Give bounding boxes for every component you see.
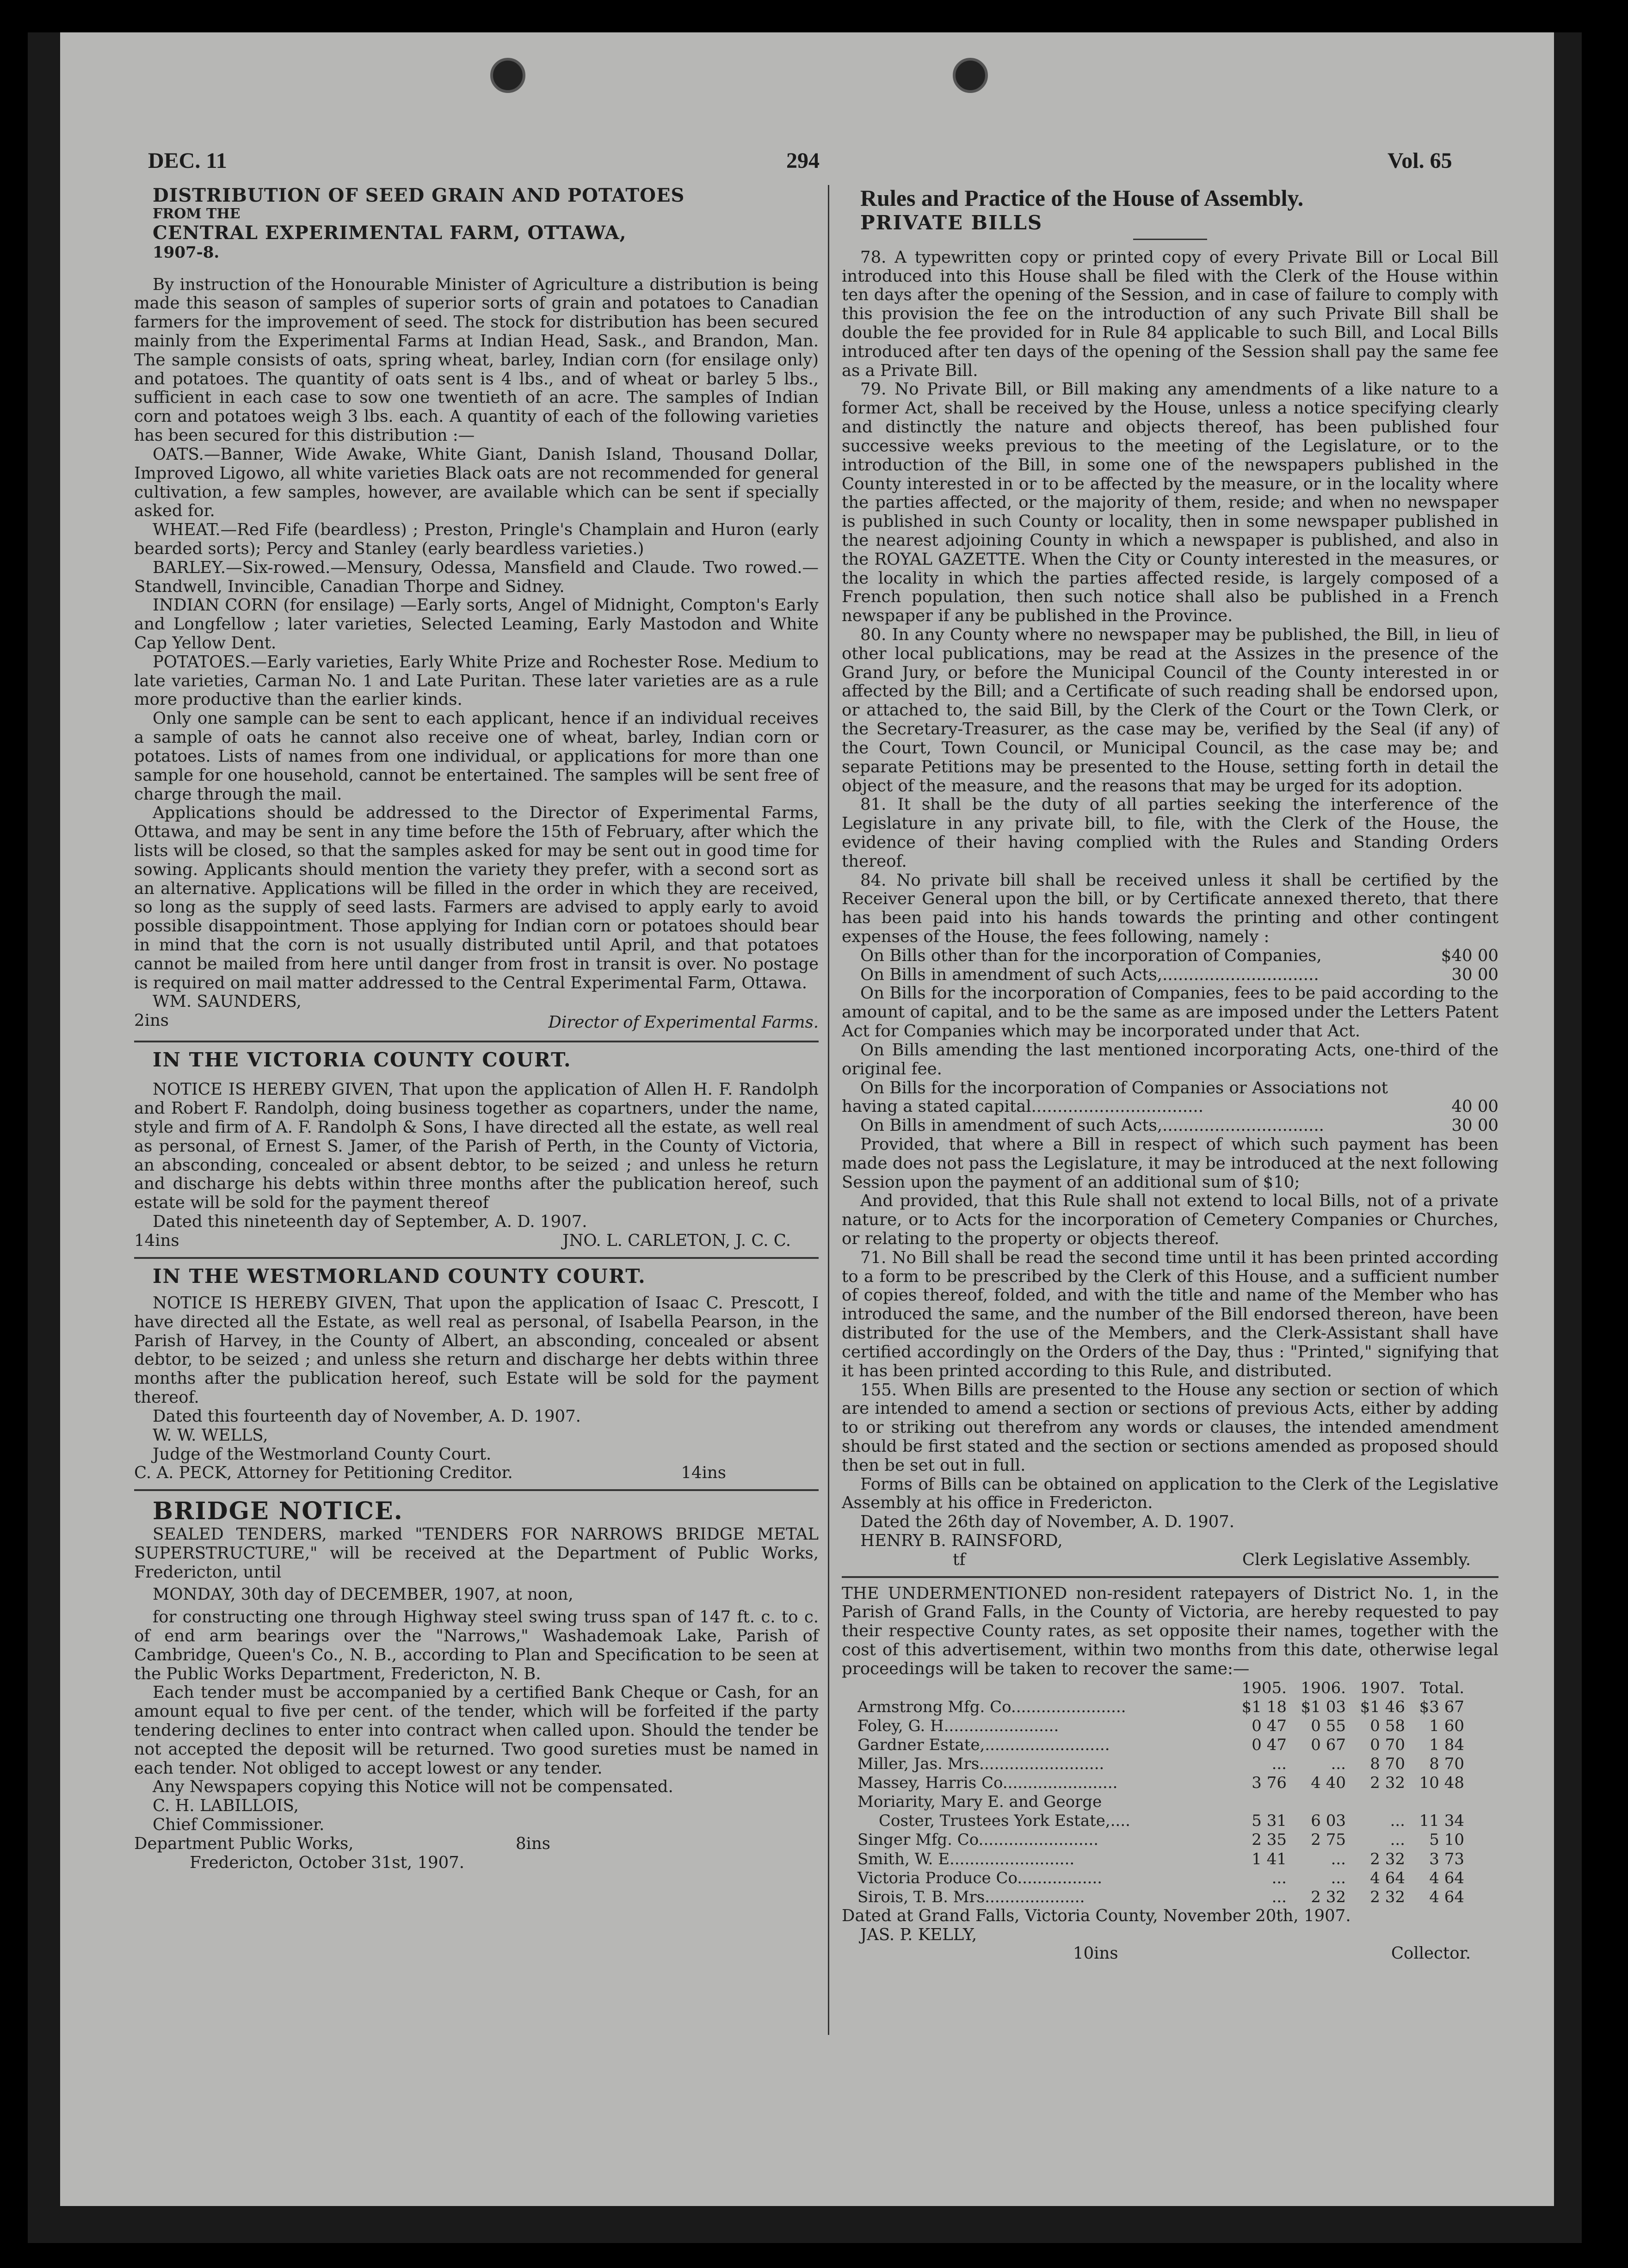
signer-title: Chief Commissioner. — [153, 1815, 325, 1835]
notice-title-farm: CENTRAL EXPERIMENTAL FARM, OTTAWA, — [153, 222, 627, 244]
paragraph: OATS.—Banner, Wide Awake, White Giant, Danish Island, Thousand Dollar, Improved Ligowo, all white varieties Black oats are not recommended for general cultivation, a few samples, however, are available which can be sent if specially asked for. — [134, 444, 819, 521]
header-volume: Vol. 65 — [1388, 148, 1452, 173]
paragraph: 79. No Private Bill, or Bill making any amendments of a like nature to a former Act, shall be received by the House, unless a notice specifying clearly and distinctly the nature and objects thereof, has been published four successive weeks previous to the meeting of the Legislature, or to the introduction of the Bill, in some one of the newspapers published in the County interested in or to be affected by the measure, or in the locality where the parties affected, or the majority of them, reside; and when no newspaper is published in such County or locality, then in some newspaper published in the nearest adjoining County in which a newspaper is published, and also in the ROYAL GAZETTE. When the City or County interested in the measures, or the locality in which the parties affected reside, is largely composed of a French population, then such notice shall also be published in a French newspaper if any be published in the Province. — [842, 380, 1498, 626]
table-cell: ... — [1331, 1755, 1346, 1774]
table-cell: Moriarity, Mary E. and George — [857, 1793, 1102, 1812]
table-cell — [1229, 1793, 1289, 1812]
divider — [842, 1576, 1498, 1578]
table-cell: Armstrong Mfg. Co....................... — [857, 1697, 1126, 1716]
table-cell — [1289, 1793, 1348, 1812]
table-cell: 2 75 — [1311, 1830, 1346, 1849]
header-date: DEC. 11 — [148, 148, 227, 173]
table-row — [856, 1774, 1466, 1793]
dated-line: Dated the 26th day of November, A. D. 1907. — [860, 1512, 1235, 1532]
table-cell: 4 64 — [1429, 1887, 1464, 1906]
table-cell: 0 55 — [1311, 1716, 1346, 1735]
table-cell: $1 18 — [1241, 1697, 1287, 1716]
fee-row — [842, 1079, 1498, 1117]
table-cell: 11 34 — [1419, 1812, 1464, 1830]
table-cell: ... — [1271, 1887, 1287, 1906]
table-cell: ... — [1390, 1830, 1405, 1849]
signer-name: HENRY B. RAINSFORD, — [860, 1531, 1063, 1551]
rules-title: Rules and Practice of the House of Assembly. — [860, 185, 1304, 211]
paragraph: 81. It shall be the duty of all parties seeking the interference of the Legislature in any private bill, to file, with the Clerk of the House, the evidence of their having complied with the Rules and Standing Orders thereof. — [842, 795, 1498, 871]
punch-hole — [490, 58, 525, 93]
table-cell: 0 58 — [1370, 1716, 1405, 1735]
table-cell: 6 03 — [1311, 1812, 1346, 1830]
table-cell: 5 10 — [1429, 1830, 1464, 1849]
place-date-line: Fredericton, October 31st, 1907. — [190, 1853, 465, 1872]
paragraph: 78. A typewritten copy or printed copy of every Private Bill or Local Bill introduced into this House shall be filed with the Clerk of the House within ten days after the opening of the Session, and in case of failure to comply with this provision the fee on the introduction of any such Private Bill shall be double the fee provided for in Rule 84 applicable to such Bill, and Local Bills introduced after ten days of the opening of the Session shall pay the same fee as a Private Bill. — [842, 247, 1498, 380]
insertion-count: 14ins — [681, 1463, 726, 1483]
paragraph: By instruction of the Honourable Minister of Agriculture a distribution is being made this season of samples of superior sorts of grain and potatoes to Canadian farmers for the improvement of seed. The stock for distribution has been secured mainly from the Experimental Farms at Indian Head, Sask., and Brandon, Man. The sample consists of oats, spring wheat, barley, Indian corn (for ensilage only) and potatoes. The quantity of oats sent is 4 lbs., and of wheat or barley 5 lbs., sufficient in each case to sow one twentieth of an acre. The samples of Indian corn and potatoes weigh 3 lbs. each. A quantity of each of the following varieties has been secured for this distribution :— — [134, 275, 819, 445]
table-cell: Victoria Produce Co................. — [857, 1868, 1103, 1887]
table-cell: $1 46 — [1360, 1697, 1405, 1716]
westmorland-court-notice — [134, 1265, 819, 1483]
fee-amount: $40 00 — [1441, 946, 1498, 965]
paragraph: And provided, that this Rule shall not extend to local Bills, not of a private nature, or to Acts for the incorporation of Cemetery Companies or Churches, or relating to the property or objects thereof. — [842, 1191, 1498, 1249]
table-row — [856, 1793, 1466, 1812]
table-cell — [1348, 1793, 1407, 1812]
signer-title: Clerk Legislative Assembly. — [1242, 1550, 1471, 1569]
paragraph: Provided, that where a Bill in respect of which such payment has been made does not pass the Legislature, it may be introduced at the next following Session upon the payment of an additional sum of $10; — [842, 1134, 1498, 1192]
table-cell: 2 32 — [1311, 1887, 1346, 1906]
right-column — [842, 185, 1498, 1963]
table-cell: 1 41 — [1252, 1849, 1287, 1868]
table-cell: ... — [1271, 1868, 1287, 1887]
table-cell: Foley, G. H....................... — [857, 1716, 1059, 1735]
table-cell: 0 47 — [1252, 1736, 1287, 1755]
table-cell: ... — [1331, 1849, 1346, 1868]
column-header: 1907. — [1360, 1678, 1405, 1697]
signer-title: Judge of the Westmorland County Court. — [153, 1444, 492, 1464]
table-cell: 1 84 — [1429, 1736, 1464, 1755]
seed-distribution-notice — [134, 185, 819, 1034]
fee-label: On Bills in amendment of such Acts,............................... — [860, 1116, 1324, 1135]
paragraph: BARLEY.—Six-rowed.—Mensury, Odessa, Mansfield and Claude. Two rowed.—Standwell, Invincible, Canadian Thorpe and Sidney. — [134, 558, 819, 596]
divider — [134, 1489, 819, 1491]
table-cell: 5 31 — [1252, 1812, 1287, 1830]
table-cell: 3 76 — [1252, 1774, 1287, 1793]
insertion-count: 8ins — [515, 1834, 550, 1853]
dated-line: Dated this fourteenth day of November, A. D. 1907. — [153, 1406, 581, 1426]
table-cell: 8 70 — [1370, 1755, 1405, 1774]
table-cell: ... — [1331, 1868, 1346, 1887]
table-cell: Massey, Harris Co....................... — [857, 1774, 1118, 1793]
paragraph: for constructing one through Highway steel swing truss span of 147 ft. c. to c. of end arm bearings over the "Narrows," Washademoak Lake, Parish of Cambridge, Queen's Co., N. B., according to Plan and Specification to be seen at the Public Works Department, Fredericton, N. B. — [134, 1608, 819, 1683]
paragraph: NOTICE IS HEREBY GIVEN, That upon the application of Allen H. F. Randolph and Robert F. Randolph, doing business together as copartners, under the name, style and firm of A. F. Randolph & Sons, I have directed all the estate, as well real as personal, of Ernest S. Jamer, of the Parish of Perth, in the County of Victoria, an absconding, concealed or absent debtor, to be seized ; and unless he return and discharge his debts within three months after the publication hereof, such estate will be sold for the payment thereof — [134, 1080, 819, 1213]
table-row — [856, 1830, 1466, 1849]
paragraph: INDIAN CORN (for ensilage) —Early sorts, Angel of Midnight, Compton's Early and Longfellow ; later varieties, Selected Leaming, Early Mastodon and White Cap Yellow Dent. — [134, 596, 819, 653]
tender-deadline: MONDAY, 30th day of DECEMBER, 1907, at noon, — [153, 1585, 574, 1604]
divider — [134, 1041, 819, 1042]
insertion-count: 2ins — [134, 1011, 169, 1030]
paragraph: On Bills amending the last mentioned incorporating Acts, one-third of the original fee. — [842, 1040, 1498, 1079]
column-header — [856, 1679, 1229, 1698]
fee-amount: 40 00 — [1451, 1097, 1498, 1116]
rules-subtitle: PRIVATE BILLS — [860, 211, 1043, 234]
left-column — [134, 185, 819, 1873]
table-cell — [1407, 1793, 1466, 1812]
fee-row — [860, 966, 1498, 985]
table-cell: 2 35 — [1252, 1830, 1287, 1849]
notice-title: IN THE VICTORIA COUNTY COURT. — [153, 1048, 572, 1072]
punch-hole — [953, 58, 988, 93]
paragraph: Applications should be addressed to the Director of Experimental Farms, Ottawa, and may be sent in any time before the 15th of February, after which the lists will be closed, so that the samples asked for may be sent out in good time for sowing. Applicants should mention the variety they prefer, with a second sort as an alternative. Applications will be filled in the order in which they are received, so long as the supply of seed lasts. Farmers are advised to apply early to avoid possible disappointment. Those applying for Indian corn or potatoes should bear in mind that the corn is not usually distributed until April, and that potatoes cannot be mailed from here until danger from frost in transit is over. No postage is required on mail matter addressed to the Central Experimental Farm, Ottawa. — [134, 803, 819, 992]
column-header: Total. — [1419, 1678, 1464, 1697]
divider — [134, 1257, 819, 1259]
dated-line: Dated at Grand Falls, Victoria County, November 20th, 1907. — [842, 1906, 1351, 1925]
paragraph: 80. In any County where no newspaper may be published, the Bill, in lieu of other local publications, may be read at the Assizes in the presence of the Grand Jury, or before the Municipal Council of the County interested in or affected by the Bill; and a Certificate of such reading shall be endorsed upon, or attached to, the said Bill, by the Clerk of the Court or the Town Clerk, or the Secretary-Treasurer, as the case may be, verified by the Seal (if any) of the Court, Town Council, or Municipal Council, as the case may be; and separate Petitions may be presented to the House, setting forth in detail the object of the measure, and the reasons that may be urged for its adoption. — [842, 625, 1498, 795]
table-cell: ... — [1271, 1755, 1287, 1774]
table-cell: 2 32 — [1370, 1849, 1405, 1868]
paragraph: Each tender must be accompanied by a certified Bank Cheque or Cash, for an amount equal to five per cent. of the tender, which will be forfeited if the party tendering declines to enter into contract when called upon. Should the tender be not accepted the deposit will be returned. Two good sureties must be named in each tender. Not obliged to accept lowest or any tender. — [134, 1683, 819, 1778]
paragraph: SEALED TENDERS, marked "TENDERS FOR NARROWS BRIDGE METAL SUPERSTRUCTURE," will be received at the Department of Public Works, Fredericton, until — [134, 1524, 819, 1582]
rules-notice — [842, 185, 1498, 1570]
table-cell: 10 48 — [1419, 1774, 1464, 1793]
signer-title: Director of Experimental Farms. — [548, 1013, 819, 1032]
header-page-number: 294 — [786, 148, 820, 173]
signer-name: C. H. LABILLOIS, — [153, 1796, 299, 1816]
signer-name: JNO. L. CARLETON, J. C. C. — [562, 1231, 791, 1250]
table-cell: $1 03 — [1301, 1697, 1346, 1716]
table-cell: Smith, W. E......................... — [857, 1849, 1075, 1868]
table-cell: ... — [1390, 1812, 1405, 1830]
column-header: 1906. — [1301, 1678, 1346, 1697]
insertion-count: 10ins — [1073, 1944, 1118, 1963]
fee-label: On Bills other than for the incorporation of Companies, — [860, 946, 1322, 965]
table-cell: 0 67 — [1311, 1736, 1346, 1755]
bridge-notice — [134, 1498, 819, 1872]
table-cell: 4 64 — [1370, 1868, 1405, 1887]
table-row — [856, 1888, 1466, 1907]
table-cell: 3 73 — [1429, 1849, 1464, 1868]
table-cell: 0 70 — [1370, 1736, 1405, 1755]
column-header: 1905. — [1241, 1678, 1287, 1697]
table-cell: Gardner Estate,......................... — [857, 1736, 1110, 1755]
table-header-row — [856, 1679, 1466, 1698]
table-cell: Singer Mfg. Co........................ — [857, 1830, 1099, 1849]
fee-row — [860, 1116, 1498, 1135]
fee-amount: 30 00 — [1451, 1116, 1498, 1135]
insertion-mark: tf — [953, 1550, 966, 1569]
paragraph: 71. No Bill shall be read the second time until it has been printed according to a form to be prescribed by the Clerk of this House, and a sufficient number of copies thereof, folded, and with the title and name of the Member who has introduced the same, and the number of the Bill endorsed thereon, have been distributed for the use of the Members, and the Clerk-Assistant shall have certified accordingly on the Orders of the Day, thus : "Printed," signifying that it has been printed according to this Rule, and distributed. — [842, 1248, 1498, 1381]
paragraph: Only one sample can be sent to each applicant, hence if an individual receives a sample of oats he cannot also receive one of wheat, barley, Indian corn or potatoes. Lists of names from one individual, or applications for more than one sample for one household, cannot be entertained. The samples will be sent free of charge through the mail. — [134, 709, 819, 804]
paragraph: On Bills for the incorporation of Companies, fees to be paid according to the amount of capital, and to be the same as are imposed under the Letters Patent Act for Companies which may be incorporated under that Act. — [842, 984, 1498, 1041]
table-row — [856, 1698, 1466, 1717]
table-row — [856, 1850, 1466, 1869]
notice-title: BRIDGE NOTICE. — [153, 1497, 403, 1526]
table-row — [856, 1755, 1466, 1774]
signer-title: Collector. — [1391, 1944, 1471, 1963]
paragraph: NOTICE IS HEREBY GIVEN, That upon the application of Isaac C. Prescott, I have directed all the Estate, as well real as personal, of Isabella Pearson, in the Parish of Harvey, in the County of Albert, an absconding, concealed or absent debtor, to be seized ; and unless she return and discharge her debts within three months after the publication hereof, such Estate will be sold for the payment thereof. — [134, 1294, 819, 1407]
table-row — [856, 1812, 1466, 1830]
table-cell: 4 64 — [1429, 1868, 1464, 1887]
signer-name: JAS. P. KELLY, — [860, 1925, 977, 1944]
table-cell: 8 70 — [1429, 1755, 1464, 1774]
table-row — [856, 1717, 1466, 1736]
fee-row — [860, 947, 1498, 966]
paragraph: 155. When Bills are presented to the House any section or section of which are intended to amend a section or sections of previous Acts, either by adding to or striking out therefrom any words or clauses, the intended amendment should be first stated and the section or sections amended as proposed should then be set out in full. — [842, 1380, 1498, 1475]
paragraph: WHEAT.—Red Fife (beardless) ; Preston, Pringle's Champlain and Huron (early bearded sorts); Percy and Stanley (early beardless varieties.) — [134, 520, 819, 558]
paragraph: POTATOES.—Early varieties, Early White Prize and Rochester Rose. Medium to late varieties, Carman No. 1 and Late Puritan. These later varieties are as a rule more productive than the earlier kinds. — [134, 652, 819, 709]
rates-table — [856, 1679, 1466, 1907]
paragraph: Any Newspapers copying this Notice will not be compensated. — [153, 1777, 673, 1797]
column-divider — [828, 185, 829, 2035]
fee-label: On Bills in amendment of such Acts,.............................. — [860, 965, 1319, 984]
attorney-line: C. A. PECK, Attorney for Petitioning Creditor. — [134, 1463, 513, 1483]
notice-title: DISTRIBUTION OF SEED GRAIN AND POTATOES — [153, 185, 685, 206]
fee-label: On Bills for the incorporation of Companies or Associations not having a stated capital................................. — [842, 1078, 1388, 1116]
paragraph: 84. No private bill shall be received unless it shall be certified by the Receiver General upon the bill, or by Certificate annexed thereto, that there has been paid into his hands towards the printing and other contingent expenses of the House, the fees following, namely : — [842, 870, 1498, 947]
newspaper-page — [60, 32, 1554, 2206]
notice-title-from: FROM THE — [153, 206, 240, 222]
paragraph: Forms of Bills can be obtained on application to the Clerk of the Legislative Assembly at his office in Fredericton. — [842, 1474, 1498, 1513]
fee-amount: 30 00 — [1451, 965, 1498, 984]
signer-name: WM. SAUNDERS, — [153, 992, 302, 1011]
signer-name: W. W. WELLS, — [153, 1425, 268, 1445]
table-cell: 2 32 — [1370, 1774, 1405, 1793]
divider — [1133, 239, 1207, 240]
insertion-count: 14ins — [134, 1231, 179, 1250]
table-row — [856, 1869, 1466, 1888]
paragraph: THE UNDERMENTIONED non-resident ratepayers of District No. 1, in the Parish of Grand Falls, in the County of Victoria, are hereby requested to pay their respective County rates, as set opposite their names, together with the cost of this advertisement, within two months from this date, otherwise legal proceedings will be taken to recover the same:— — [842, 1584, 1498, 1678]
dated-line: Dated this nineteenth day of September, A. D. 1907. — [153, 1212, 587, 1232]
table-cell: Sirois, T. B. Mrs.................... — [857, 1887, 1085, 1906]
table-cell: 2 32 — [1370, 1887, 1405, 1906]
notice-title: IN THE WESTMORLAND COUNTY COURT. — [153, 1264, 646, 1288]
ratepayers-notice — [842, 1584, 1498, 1964]
notice-title-year: 1907-8. — [153, 243, 220, 262]
table-cell: 1 60 — [1429, 1716, 1464, 1735]
table-cell: 4 40 — [1311, 1774, 1346, 1793]
victoria-court-notice — [134, 1049, 819, 1251]
table-cell: Miller, Jas. Mrs......................... — [857, 1755, 1104, 1774]
table-cell: Coster, Trustees York Estate,.... — [879, 1812, 1130, 1830]
table-cell: 0 47 — [1252, 1716, 1287, 1735]
table-cell: $3 67 — [1419, 1697, 1464, 1716]
table-row — [856, 1736, 1466, 1755]
department-line: Department Public Works, — [134, 1834, 354, 1853]
